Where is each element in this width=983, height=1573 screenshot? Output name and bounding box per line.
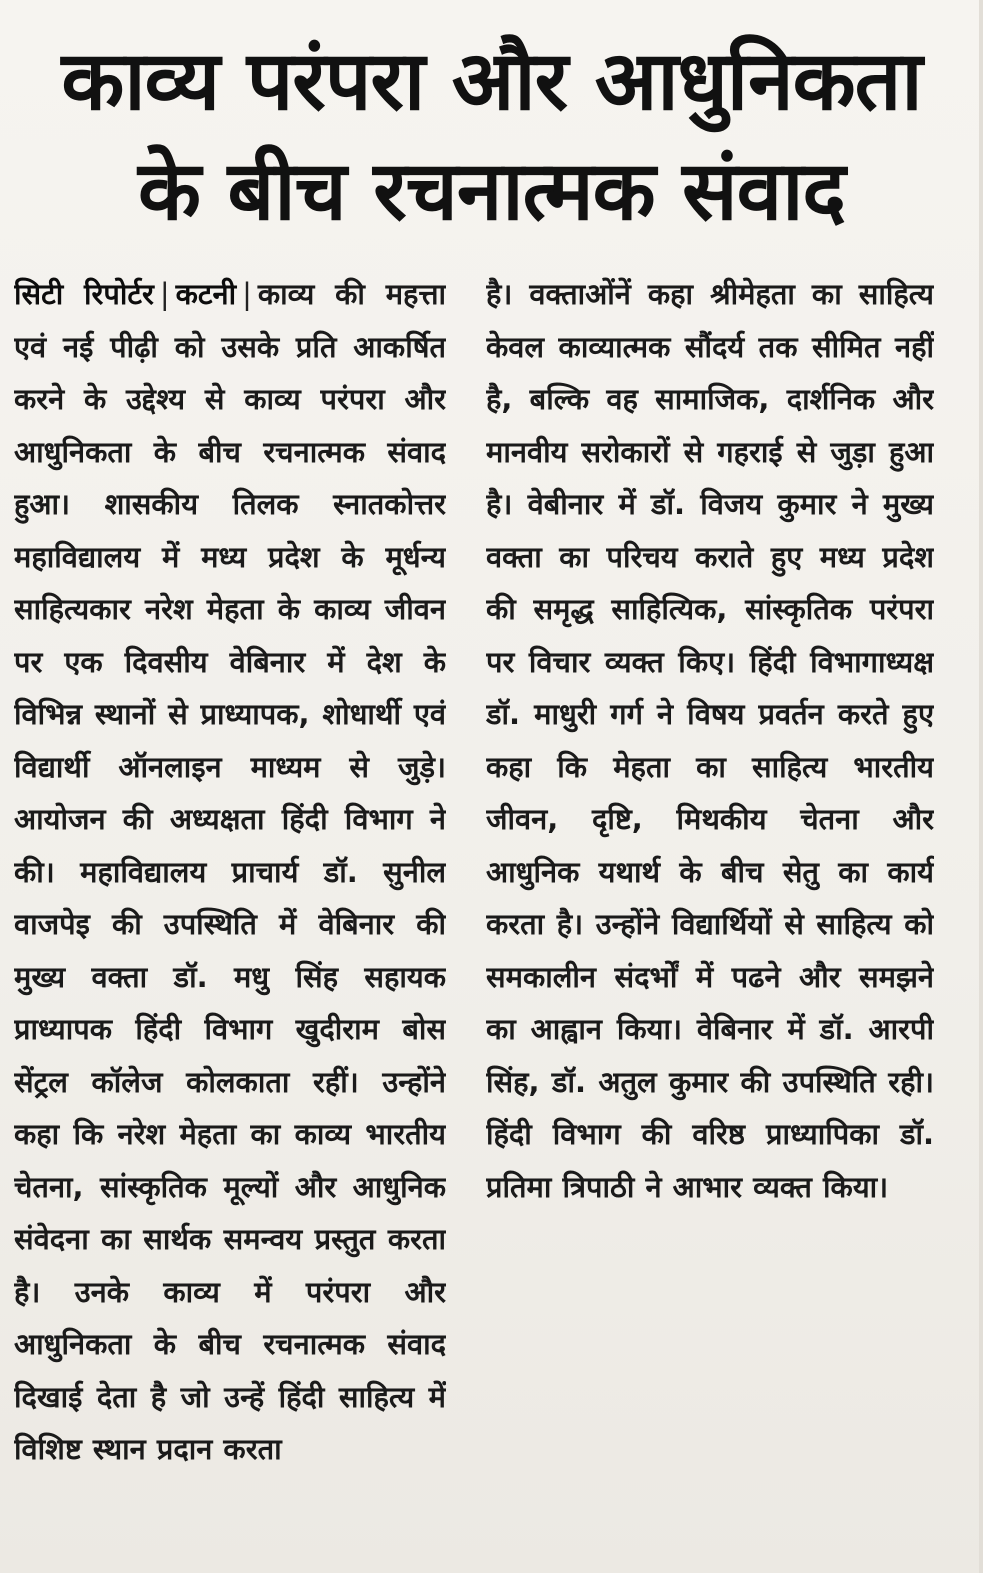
dateline-city: कटनी [175, 277, 237, 311]
dateline-reporter: सिटी रिपोर्टर [14, 277, 154, 311]
article-body-right: है। वक्ताओंनें कहा श्रीमेहता का साहित्य केवल काव्यात्मक सौंदर्य तक सीमित नहीं है, बल्कि वह सामाजिक, दार्शनिक और मानवीय सरोकारों से गहराई से जुड़ा हुआ है। वेबीनार में डॉ. विजय कुमार ने मुख्य वक्ता का परिचय कराते हुए मध्य प्रदेश की समृद्ध साहित्यिक, सांस्कृतिक परंपरा पर विचार व्यक्त किए। हिंदी विभागाध्यक्ष डॉ. माधुरी गर्ग ने विषय प्रवर्तन करते हुए कहा कि मेहता का साहित्य भारतीय जीवन, दृष्टि, मिथकीय चेतना और आधुनिक यथार्थ के बीच सेतु का कार्य करता है। उन्होंने विद्यार्थियों से साहित्य को समकालीन संदर्भों में पढने और समझने का आह्वान किया। वेबिनार में डॉ. आरपी सिंह, डॉ. अतुल कुमार की उपस्थिति रही। हिंदी विभाग की वरिष्ठ प्राध्यापिका डॉ. प्रतिमा त्रिपाठी ने आभार व्यक्त किया। [486, 277, 934, 1204]
dateline-separator: | [159, 277, 170, 311]
headline-line-2: के बीच रचनात्मक संवाद [138, 144, 845, 239]
page-edge [979, 0, 983, 1573]
headline-line-1: काव्य परंपरा और आधुनिकता [61, 34, 922, 129]
article-body-left: काव्य की महत्ता एवं नई पीढ़ी को उसके प्रति आकर्षित करने के उद्देश्य से काव्य परंपरा और आधुनिकता के बीच रचनात्मक संवाद हुआ। शासकीय तिलक स्नातकोत्तर महाविद्यालय में मध्य प्रदेश के मूर्धन्य साहित्यकार नरेश मेहता के काव्य जीवन पर एक दिवसीय वेबिनार में देश के विभिन्न स्थानों से प्राध्यापक, शोधार्थी एवं विद्यार्थी ऑनलाइन माध्यम से जुड़े। आयोजन की अध्यक्षता हिंदी विभाग ने की। महाविद्यालय प्राचार्य डॉ. सुनील वाजपेइ की उपस्थिति में वेबिनार की मुख्य वक्ता डॉ. मधु सिंह सहायक प्राध्यापक हिंदी विभाग खुदीराम बोस सेंट्रल कॉलेज कोलकाता रहीं। उन्होंने कहा कि नरेश मेहता का काव्य भारतीय चेतना, सांस्कृतिक मूल्यों और आधुनिक संवेदना का सार्थक समन्वय प्रस्तुत करता है। उनके काव्य में परंपरा और आधुनिकता के बीच रचनात्मक संवाद दिखाई देता है जो उन्हें हिंदी साहित्य में विशिष्ट स्थान प्रदान करता [14, 277, 446, 1466]
dateline-separator: | [242, 277, 252, 311]
article-column-right [486, 268, 934, 1388]
article-column-left [14, 268, 446, 1568]
